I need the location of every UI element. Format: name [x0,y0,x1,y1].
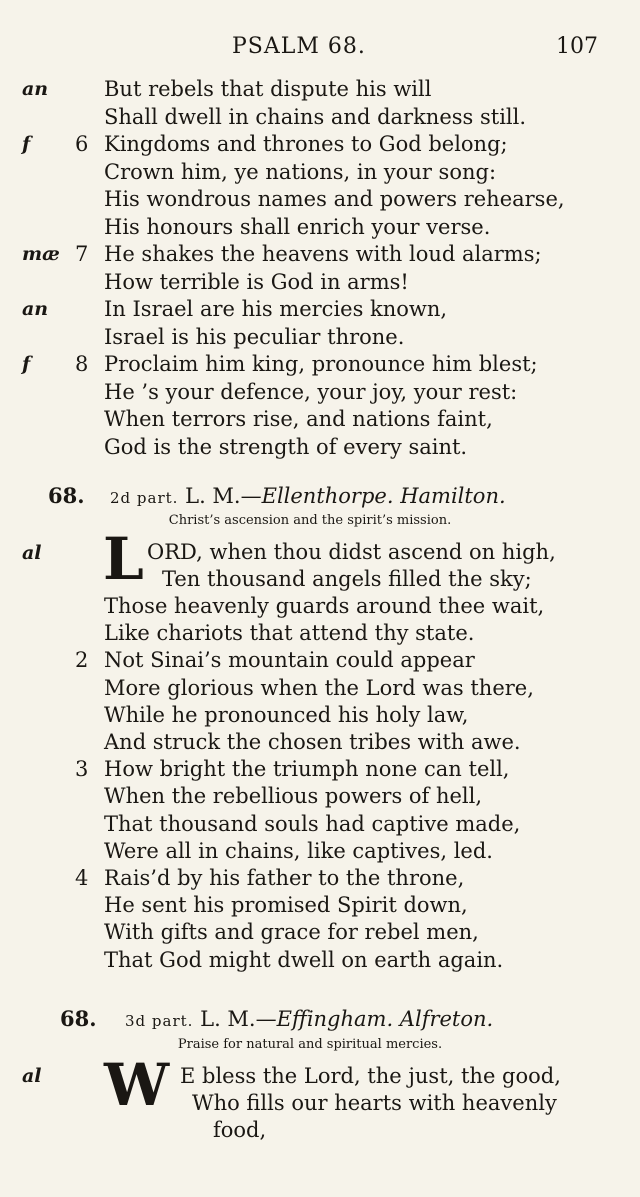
verse-line [0,269,640,296]
drop-cap: L [103,525,144,593]
verse-text: More glorious when the Lord was there, [104,675,534,700]
drop-cap: W [104,1051,170,1119]
verse-text: His honours shall enrich your verse. [104,214,491,239]
verse-line [0,620,640,647]
verse-line [0,241,640,268]
verse-line [0,379,640,406]
dynamic-mark: f [22,353,31,375]
verse-line [0,159,640,186]
hymn-number: 68. [60,1006,97,1031]
verse-number: 8 [75,352,89,376]
dynamic-mark: al [22,542,42,564]
hymn-meta [125,1004,493,1036]
verse-text: How terrible is God in arms! [104,269,409,294]
verse-line [0,76,640,103]
verse-text: That God might dwell on earth again. [104,947,504,972]
hymn-heading-3 [0,1004,640,1034]
hymn-heading-2 [0,481,640,511]
verse-text: Like chariots that attend thy state. [104,621,475,646]
verse-line [0,539,640,566]
verse-number: 6 [75,132,89,156]
verse-line [0,865,640,892]
verse-line [0,296,640,323]
hymn-tunes: Effingham. Alfreton. [276,1007,494,1031]
verse-text: Shall dwell in chains and darkness still. [104,104,527,129]
verse-text: Ten thousand angels filled the sky; [162,567,532,591]
hymn-subtitle-text: Christ’s ascension and the spirit’s mission. [168,513,452,528]
hymn-meta [110,481,506,513]
verse-text: He ’s your defence, your joy, your rest: [104,379,518,404]
verse-line [0,702,640,729]
verse-number: 3 [75,757,89,782]
verse-text: When terrors rise, and nations faint, [104,407,493,431]
hymn-part: 2d part. [110,489,179,507]
verse-text: Who fills our hearts with heavenly [192,1091,557,1115]
verse-line [0,104,640,131]
hymn-part: 3d part. [125,1012,194,1030]
verse-text: Crown him, ye nations, in your song: [104,159,497,184]
verse-line [0,947,640,974]
verse-line [0,434,640,461]
verse-text: Were all in chains, like captives, led. [104,838,493,863]
verse-line [0,1063,640,1090]
hymn-tunes: Ellenthorpe. Hamilton. [261,484,506,508]
hymn-subtitle [0,1036,640,1054]
verse-text: When the rebellious powers of hell, [104,784,483,809]
verse-text: Those heavenly guards around thee wait, [104,594,545,618]
hymn-meter: L. M.— [185,484,262,508]
dynamic-mark: an [22,298,49,320]
verse-number: 7 [75,242,89,266]
verse-line [0,406,640,433]
hymn-subtitle-text: Praise for natural and spiritual mercies. [177,1037,443,1052]
verse-text: Not Sinai’s mountain could appear [104,648,475,673]
verse-line [0,131,640,158]
verse-text: His wondrous names and powers rehearse, [104,187,565,211]
verse-text: Israel is his peculiar throne. [104,324,405,349]
page-number: 107 [556,34,598,59]
dynamic-mark: an [22,78,49,100]
verse-text: How bright the triumph none can tell, [104,757,510,782]
verse-text: In Israel are his mercies known, [104,297,448,321]
verse-text: food, [213,1118,267,1142]
verse-text: Proclaim him king, pronounce him blest; [104,352,538,376]
verse-line [0,647,640,674]
verse-number: 4 [75,866,89,890]
verse-text: God is the strength of every saint. [104,434,468,459]
verse-text: Rais’d by his father to the throne, [104,866,465,890]
verse-text: He shakes the heavens with loud alarms; [104,242,542,266]
verse-line [0,593,640,620]
dynamic-mark: f [22,133,31,155]
verse-text: He sent his promised Spirit down, [104,893,468,918]
verse-line [0,675,640,702]
verse-text: That thousand souls had captive made, [104,811,521,836]
running-head [0,34,640,66]
verse-text: ORD, when thou didst ascend on high, [147,540,556,564]
verse-line [0,1090,640,1117]
verse-text: While he pronounced his holy law, [104,702,469,727]
verse-line [0,324,640,351]
verse-text: With gifts and grace for rebel men, [104,920,479,945]
verse-line [0,566,640,593]
running-head-title: PSALM 68. [232,34,366,59]
dynamic-mark: al [22,1065,42,1087]
verse-line [0,351,640,378]
verse-line [0,1117,640,1144]
verse-line [0,783,640,810]
verse-line [0,186,640,213]
verse-text: E bless the Lord, the just, the good, [180,1064,561,1088]
hymn-meter: L. M.— [200,1007,277,1031]
verse-line [0,214,640,241]
hymn-subtitle [0,512,640,530]
hymn-number: 68. [48,483,85,508]
verse-text: Kingdoms and thrones to God belong; [104,132,508,156]
verse-line [0,811,640,838]
verse-text: And struck the chosen tribes with awe. [104,730,521,754]
verse-line [0,892,640,919]
verse-line [0,729,640,756]
dynamic-mark: mæ [22,243,60,265]
verse-line [0,756,640,783]
verse-line [0,919,640,946]
verse-line [0,838,640,865]
verse-number: 2 [75,648,89,673]
verse-text: But rebels that dispute his will [104,77,432,101]
